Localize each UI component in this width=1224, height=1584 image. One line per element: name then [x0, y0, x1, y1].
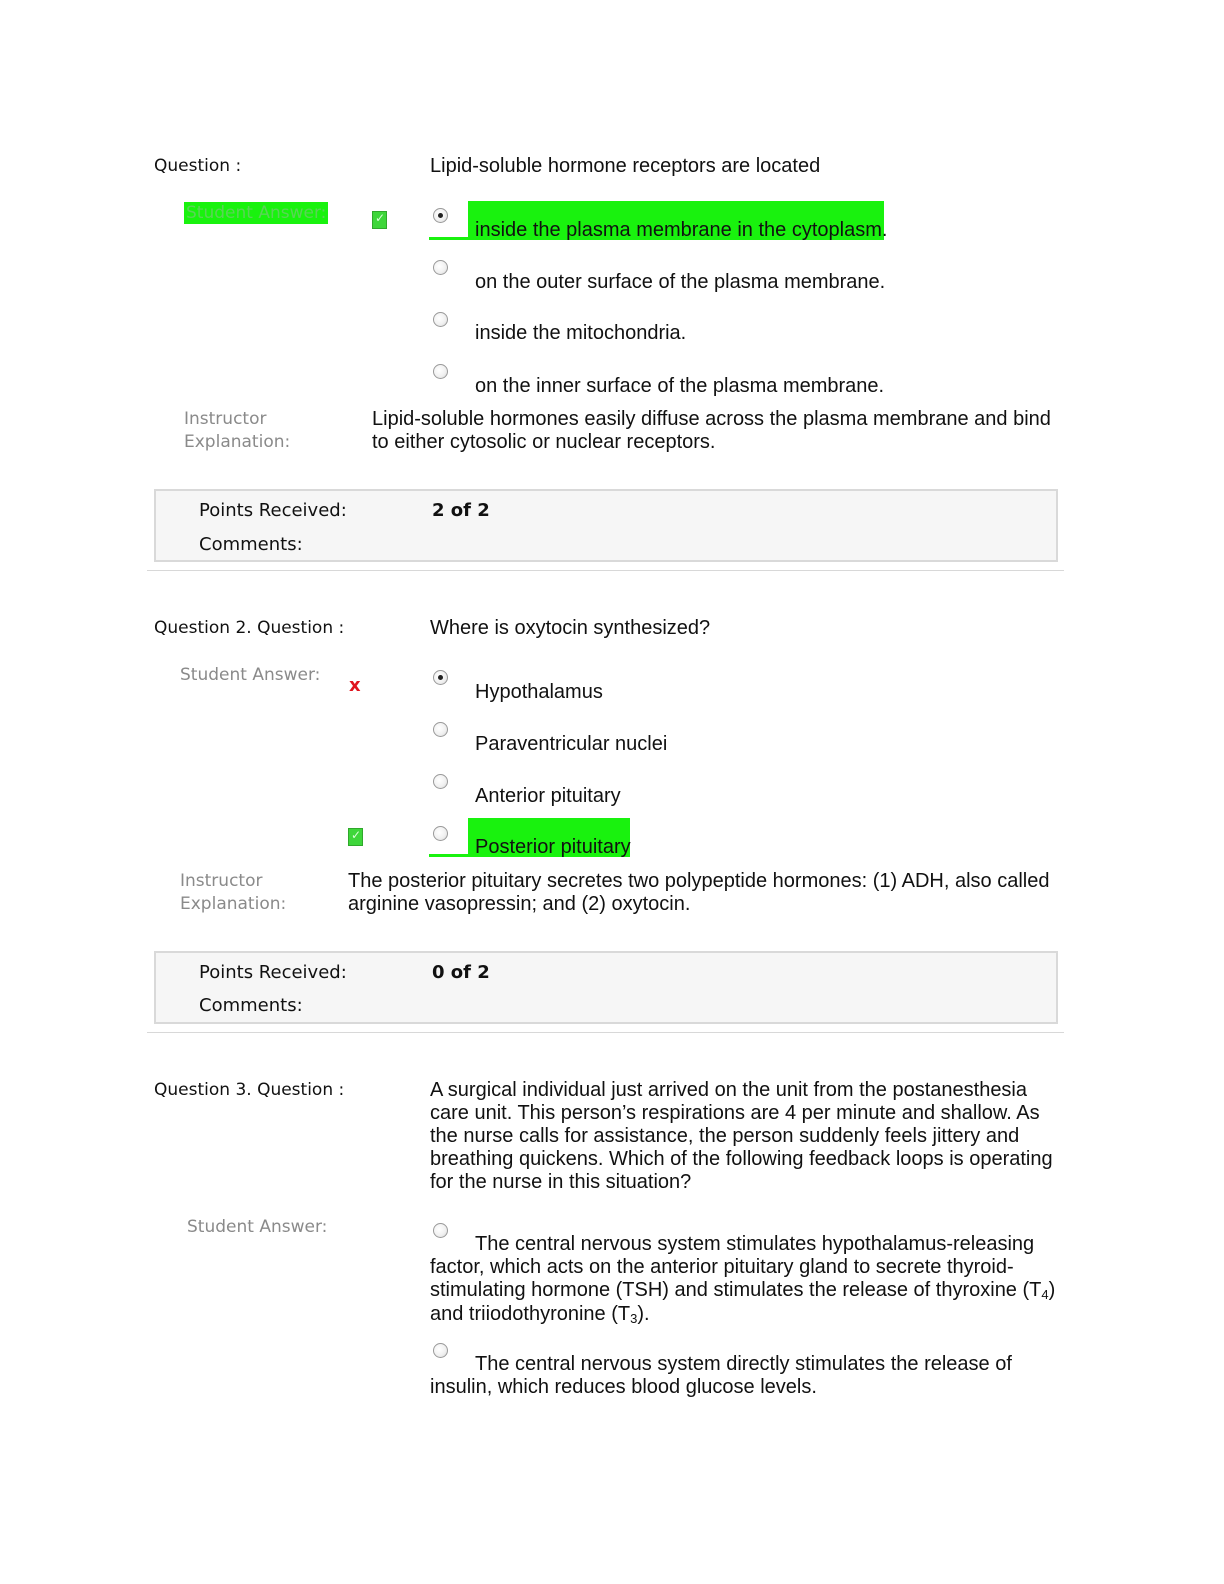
section-divider — [147, 570, 1064, 571]
q1-option-3-radio[interactable] — [433, 312, 448, 327]
q1-option-4-radio[interactable] — [433, 364, 448, 379]
q3-option-1-text-part3: ). — [637, 1303, 650, 1325]
question-2-student-answer-label: Student Answer: — [180, 665, 321, 685]
question-3-student-answer-label: Student Answer: — [187, 1217, 328, 1237]
q1-explanation-text: Lipid-soluble hormones easily diffuse across the plasma membrane and bind to either cytosolic or nuclear receptors. — [372, 408, 1051, 453]
question-1-label: Question : — [154, 156, 242, 176]
question-1-student-answer-label: Student Answer: — [186, 203, 327, 223]
q2-comments-label: Comments: — [199, 995, 303, 1016]
q3-option-1-sub1: 4 — [1041, 1287, 1049, 1302]
q1-option-2-radio[interactable] — [433, 260, 448, 275]
section-divider — [147, 1032, 1064, 1033]
question-2-label: Question 2. Question : — [154, 618, 345, 638]
q2-option-2-text: Paraventricular nuclei — [475, 733, 668, 755]
q1-points-label: Points Received: — [199, 500, 347, 521]
q3-option-1-text-part1: The central nervous system stimulates hypothalamus-releasing factor, which acts on the anterior pituitary gland to secrete thyroid-stimulating hormone (TSH) and stimulates the release of thyroxine (T — [430, 1233, 1042, 1301]
q2-points-box — [154, 951, 1058, 1024]
q2-option-4-radio[interactable] — [433, 826, 448, 841]
q3-option-1-sub2: 3 — [630, 1311, 638, 1326]
q2-explanation-label-line1: Instructor — [180, 871, 263, 891]
question-2-text: Where is oxytocin synthesized? — [430, 617, 711, 639]
correct-answer-underline — [429, 854, 469, 857]
correct-check-icon — [348, 828, 363, 846]
q1-explanation-label — [184, 408, 290, 454]
q1-option-3-text: inside the mitochondria. — [475, 322, 687, 344]
q3-option-1-text — [430, 1233, 1060, 1327]
q2-explanation-label — [180, 870, 286, 916]
question-3-text: A surgical individual just arrived on the unit from the postanesthesia care unit. This person’s respirations are 4 per minute and shallow. As the nurse calls for assistance, the person suddenly feels jittery and breathing quickens. Which of the following feedback loops is operating for the nurse in this situation? — [430, 1079, 1053, 1193]
q2-option-1-text: Hypothalamus — [475, 681, 603, 703]
q1-option-4-text: on the inner surface of the plasma membrane. — [475, 375, 885, 397]
incorrect-x-icon: x — [349, 675, 361, 696]
q1-explanation-label-line2: Explanation: — [184, 432, 291, 452]
q2-points-value: 0 of 2 — [432, 962, 490, 983]
question-3-label: Question 3. Question : — [154, 1080, 345, 1100]
correct-check-icon — [372, 211, 387, 229]
q1-explanation-label-line1: Instructor — [184, 409, 267, 429]
q2-explanation-text: The posterior pituitary secretes two polypeptide hormones: (1) ADH, also called arginine vasopressin; and (2) oxytocin. — [348, 870, 1050, 915]
q2-option-2-radio[interactable] — [433, 722, 448, 737]
q3-option-1-text-part2: ) and triiodothyronine (T — [430, 1279, 1056, 1325]
q2-option-4-text: Posterior pituitary — [475, 836, 631, 858]
q1-points-value: 2 of 2 — [432, 500, 490, 521]
q2-option-3-radio[interactable] — [433, 774, 448, 789]
q2-points-label: Points Received: — [199, 962, 347, 983]
q2-option-1-radio[interactable] — [433, 670, 448, 685]
q2-option-3-text: Anterior pituitary — [475, 785, 621, 807]
q1-option-2-text: on the outer surface of the plasma membrane. — [475, 271, 886, 293]
q2-explanation-label-line2: Explanation: — [180, 894, 287, 914]
q1-points-box — [154, 489, 1058, 562]
q1-option-1-text: inside the plasma membrane in the cytoplasm. — [475, 219, 888, 241]
q3-option-2-text: The central nervous system directly stimulates the release of insulin, which reduces blood glucose levels. — [430, 1353, 1012, 1398]
question-1-text: Lipid-soluble hormone receptors are located — [430, 155, 821, 177]
correct-answer-underline — [429, 237, 469, 240]
q1-option-1-radio[interactable] — [433, 208, 448, 223]
q1-comments-label: Comments: — [199, 534, 303, 555]
